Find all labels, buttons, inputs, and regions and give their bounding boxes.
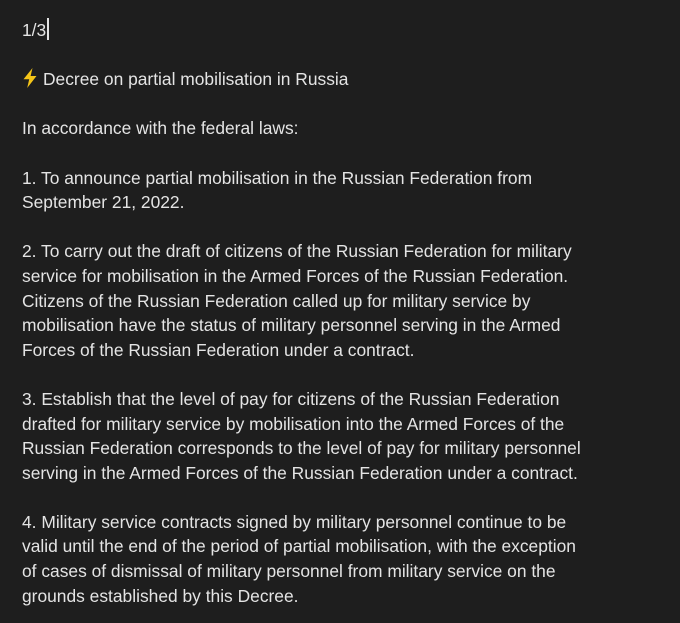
blank-line xyxy=(22,43,660,68)
decree-item-line: September 21, 2022. xyxy=(22,192,185,213)
page-counter-line xyxy=(22,18,660,43)
decree-item-line: 3. Establish that the level of pay for citizens of the Russian Federation xyxy=(22,388,560,409)
page-counter: 1/3 xyxy=(22,20,47,40)
decree-item-line: serving in the Armed Forces of the Russian Federation under a contract. xyxy=(22,462,578,483)
decree-item-line: service for mobilisation in the Armed Forces of the Russian Federation. xyxy=(22,265,569,286)
note-title-text: Decree on partial mobilisation in Russia xyxy=(43,69,349,90)
decree-item-line: Forces of the Russian Federation under a contract. xyxy=(22,339,415,360)
decree-item-1 xyxy=(22,166,660,215)
intro-paragraph: In accordance with the federal laws: xyxy=(22,118,299,139)
decree-item-4 xyxy=(22,510,660,608)
note-title xyxy=(22,67,660,92)
decree-item-line: 4. Military service contracts signed by military personnel continue to be xyxy=(22,511,567,532)
decree-item-2 xyxy=(22,239,660,362)
blank-line xyxy=(22,215,660,240)
decree-item-line: of cases of dismissal of military personnel from military service on the xyxy=(22,561,556,582)
text-cursor xyxy=(47,18,49,40)
decree-item-line: 1. To announce partial mobilisation in the Russian Federation from xyxy=(22,167,533,188)
blank-line xyxy=(22,362,660,387)
decree-item-line: mobilisation have the status of military personnel serving in the Armed xyxy=(22,315,561,336)
decree-item-line: drafted for military service by mobilisation into the Armed Forces of the xyxy=(22,413,565,434)
blank-line xyxy=(22,141,660,166)
decree-item-line: grounds established by this Decree. xyxy=(22,585,299,606)
blank-line xyxy=(22,485,660,510)
decree-item-3 xyxy=(22,387,660,485)
decree-item-line: Russian Federation corresponds to the level of pay for military personnel xyxy=(22,438,581,459)
decree-item-line: valid until the end of the period of partial mobilisation, with the exception xyxy=(22,536,576,557)
decree-item-line: Citizens of the Russian Federation called up for military service by xyxy=(22,290,531,311)
blank-line xyxy=(22,92,660,117)
lightning-icon xyxy=(22,68,38,88)
decree-item-line: 2. To carry out the draft of citizens of the Russian Federation for military xyxy=(22,241,572,262)
